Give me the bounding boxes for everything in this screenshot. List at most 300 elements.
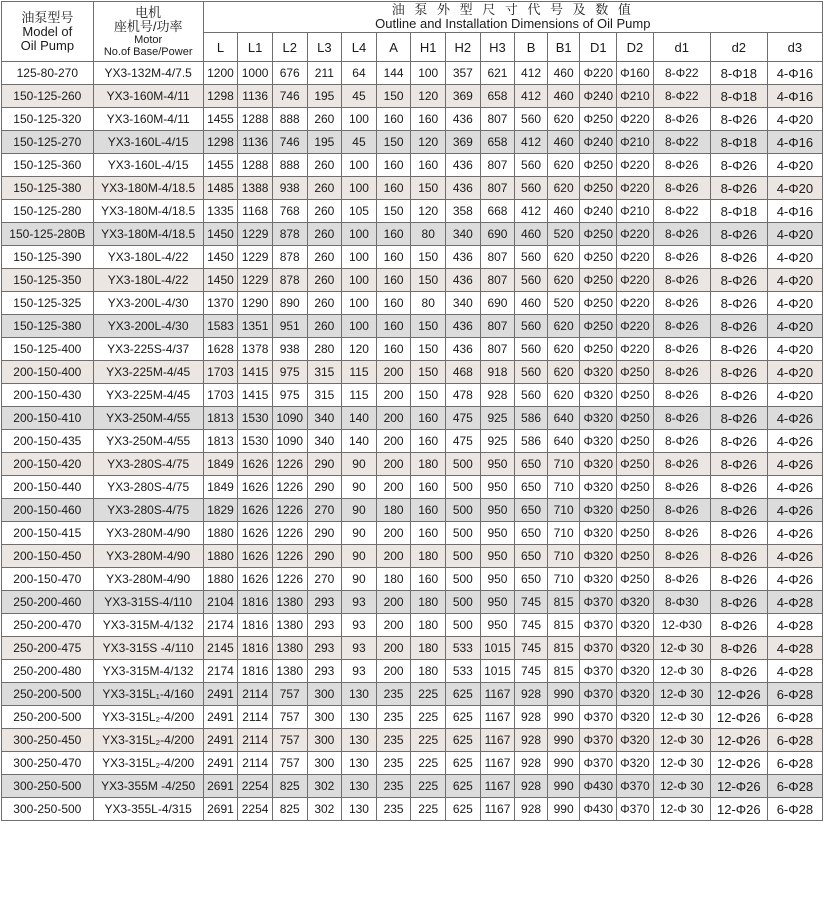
cell-b1: 815 bbox=[547, 660, 580, 683]
cell-model: 250-200-460 bbox=[2, 591, 94, 614]
pump-model-header-zh: 油泵型号 bbox=[21, 9, 74, 25]
cell-h1: 225 bbox=[411, 752, 446, 775]
cell-a: 200 bbox=[376, 660, 411, 683]
column-header-b1: B1 bbox=[547, 33, 580, 62]
cell-d1: 8-Φ26 bbox=[653, 246, 710, 269]
cell-a: 235 bbox=[376, 775, 411, 798]
cell-d2: 8-Φ18 bbox=[710, 62, 767, 85]
cell-d3: 4-Φ20 bbox=[767, 246, 822, 269]
cell-d1: 12-Φ 30 bbox=[653, 706, 710, 729]
cell-d1: Φ370 bbox=[580, 591, 617, 614]
cell-l3: 195 bbox=[307, 85, 342, 108]
cell-d3: 6-Φ28 bbox=[767, 706, 822, 729]
table-row bbox=[2, 85, 823, 108]
cell-d3: 6-Φ28 bbox=[767, 729, 822, 752]
column-header-h3: H3 bbox=[480, 33, 515, 62]
cell-h2: 625 bbox=[446, 798, 481, 821]
cell-l1: 1288 bbox=[238, 108, 273, 131]
cell-d2: Φ320 bbox=[617, 683, 654, 706]
cell-motor: YX3-355L-4/315 bbox=[93, 798, 203, 821]
cell-d3: 4-Φ28 bbox=[767, 591, 822, 614]
cell-d2: 8-Φ26 bbox=[710, 453, 767, 476]
cell-h3: 668 bbox=[480, 200, 515, 223]
cell-l1: 1388 bbox=[238, 177, 273, 200]
cell-h1: 180 bbox=[411, 545, 446, 568]
cell-d1: 8-Φ26 bbox=[653, 223, 710, 246]
cell-l: 1880 bbox=[203, 522, 238, 545]
cell-a: 200 bbox=[376, 430, 411, 453]
cell-model: 250-200-480 bbox=[2, 660, 94, 683]
cell-d2: Φ160 bbox=[617, 62, 654, 85]
cell-b1: 710 bbox=[547, 522, 580, 545]
cell-d2: Φ220 bbox=[617, 292, 654, 315]
cell-h1: 180 bbox=[411, 614, 446, 637]
cell-l: 1829 bbox=[203, 499, 238, 522]
cell-model: 250-200-500 bbox=[2, 706, 94, 729]
cell-h1: 120 bbox=[411, 131, 446, 154]
cell-motor: YX3-225M-4/45 bbox=[93, 361, 203, 384]
cell-b: 745 bbox=[515, 591, 548, 614]
cell-l: 1450 bbox=[203, 246, 238, 269]
cell-d1: Φ320 bbox=[580, 568, 617, 591]
cell-b1: 640 bbox=[547, 407, 580, 430]
cell-b1: 620 bbox=[547, 338, 580, 361]
cell-h1: 160 bbox=[411, 154, 446, 177]
cell-d2: 8-Φ26 bbox=[710, 637, 767, 660]
cell-d2: 12-Φ26 bbox=[710, 683, 767, 706]
cell-l1: 1626 bbox=[238, 453, 273, 476]
cell-d2: 12-Φ26 bbox=[710, 775, 767, 798]
cell-d2: Φ210 bbox=[617, 131, 654, 154]
cell-h3: 621 bbox=[480, 62, 515, 85]
cell-l1: 1415 bbox=[238, 361, 273, 384]
dimension-table bbox=[1, 1, 823, 821]
cell-l3: 290 bbox=[307, 522, 342, 545]
cell-h2: 500 bbox=[446, 476, 481, 499]
cell-motor: YX3-280M-4/90 bbox=[93, 568, 203, 591]
cell-d1: Φ250 bbox=[580, 108, 617, 131]
cell-l: 1335 bbox=[203, 200, 238, 223]
cell-d2: Φ220 bbox=[617, 269, 654, 292]
cell-h3: 1167 bbox=[480, 729, 515, 752]
cell-l3: 270 bbox=[307, 568, 342, 591]
table-row bbox=[2, 338, 823, 361]
table-row bbox=[2, 545, 823, 568]
cell-h3: 807 bbox=[480, 338, 515, 361]
cell-d2: Φ220 bbox=[617, 154, 654, 177]
cell-h1: 180 bbox=[411, 453, 446, 476]
cell-l3: 300 bbox=[307, 706, 342, 729]
cell-d2: Φ250 bbox=[617, 430, 654, 453]
cell-l3: 293 bbox=[307, 660, 342, 683]
cell-b: 650 bbox=[515, 499, 548, 522]
cell-l2: 676 bbox=[272, 62, 307, 85]
cell-d1: Φ320 bbox=[580, 384, 617, 407]
cell-d1: Φ320 bbox=[580, 476, 617, 499]
cell-l4: 93 bbox=[342, 660, 377, 683]
cell-d1: Φ370 bbox=[580, 706, 617, 729]
cell-d1: Φ250 bbox=[580, 177, 617, 200]
cell-h2: 340 bbox=[446, 223, 481, 246]
cell-d2: Φ220 bbox=[617, 177, 654, 200]
table-row bbox=[2, 591, 823, 614]
cell-l: 1628 bbox=[203, 338, 238, 361]
cell-h1: 160 bbox=[411, 108, 446, 131]
cell-b: 412 bbox=[515, 85, 548, 108]
cell-d1: Φ320 bbox=[580, 522, 617, 545]
cell-d1: Φ320 bbox=[580, 545, 617, 568]
cell-motor: YX3-315S-4/110 bbox=[93, 591, 203, 614]
cell-h1: 225 bbox=[411, 706, 446, 729]
cell-h3: 950 bbox=[480, 522, 515, 545]
cell-motor: YX3-180M-4/18.5 bbox=[93, 200, 203, 223]
cell-a: 160 bbox=[376, 154, 411, 177]
cell-d2: 8-Φ26 bbox=[710, 522, 767, 545]
cell-motor: YX3-180M-4/18.5 bbox=[93, 177, 203, 200]
cell-b: 928 bbox=[515, 683, 548, 706]
cell-model: 150-125-270 bbox=[2, 131, 94, 154]
dimensions-group-header-zh: 油 泵 外 型 尺 寸 代 号 及 数 值 bbox=[391, 2, 634, 17]
dimensions-group-header bbox=[203, 2, 822, 33]
cell-l4: 100 bbox=[342, 269, 377, 292]
table-row bbox=[2, 706, 823, 729]
cell-d3: 4-Φ20 bbox=[767, 384, 822, 407]
cell-d2: 12-Φ26 bbox=[710, 706, 767, 729]
cell-l2: 1380 bbox=[272, 637, 307, 660]
cell-l3: 260 bbox=[307, 246, 342, 269]
cell-l3: 315 bbox=[307, 361, 342, 384]
cell-l4: 90 bbox=[342, 453, 377, 476]
cell-d3: 4-Φ28 bbox=[767, 637, 822, 660]
cell-d3: 4-Φ16 bbox=[767, 131, 822, 154]
cell-l1: 1288 bbox=[238, 154, 273, 177]
cell-motor: YX3-315M-4/132 bbox=[93, 660, 203, 683]
cell-h2: 475 bbox=[446, 430, 481, 453]
cell-h2: 436 bbox=[446, 315, 481, 338]
cell-d3: 4-Φ28 bbox=[767, 614, 822, 637]
cell-l3: 260 bbox=[307, 154, 342, 177]
table-row bbox=[2, 614, 823, 637]
cell-h3: 950 bbox=[480, 476, 515, 499]
cell-l2: 878 bbox=[272, 269, 307, 292]
cell-d1: Φ250 bbox=[580, 338, 617, 361]
cell-d2: 8-Φ18 bbox=[710, 200, 767, 223]
cell-d3: 4-Φ16 bbox=[767, 62, 822, 85]
cell-h2: 436 bbox=[446, 338, 481, 361]
cell-l3: 302 bbox=[307, 775, 342, 798]
cell-a: 235 bbox=[376, 729, 411, 752]
cell-d2: 8-Φ26 bbox=[710, 591, 767, 614]
cell-l4: 45 bbox=[342, 85, 377, 108]
cell-l3: 300 bbox=[307, 729, 342, 752]
cell-l3: 315 bbox=[307, 384, 342, 407]
cell-l4: 105 bbox=[342, 200, 377, 223]
cell-l1: 1530 bbox=[238, 430, 273, 453]
cell-l3: 280 bbox=[307, 338, 342, 361]
cell-d2: 8-Φ26 bbox=[710, 246, 767, 269]
cell-l3: 260 bbox=[307, 223, 342, 246]
table-row bbox=[2, 269, 823, 292]
cell-d1: Φ320 bbox=[580, 499, 617, 522]
cell-d1: Φ430 bbox=[580, 798, 617, 821]
cell-b: 412 bbox=[515, 200, 548, 223]
cell-l2: 938 bbox=[272, 338, 307, 361]
cell-d3: 4-Φ20 bbox=[767, 269, 822, 292]
cell-b1: 460 bbox=[547, 62, 580, 85]
cell-l1: 1229 bbox=[238, 223, 273, 246]
cell-motor: YX3-180L-4/22 bbox=[93, 269, 203, 292]
cell-b: 560 bbox=[515, 315, 548, 338]
cell-d1: 8-Φ30 bbox=[653, 591, 710, 614]
cell-model: 150-125-350 bbox=[2, 269, 94, 292]
cell-motor: YX3-225M-4/45 bbox=[93, 384, 203, 407]
cell-l3: 270 bbox=[307, 499, 342, 522]
cell-l4: 100 bbox=[342, 223, 377, 246]
cell-l: 1880 bbox=[203, 545, 238, 568]
table-row bbox=[2, 361, 823, 384]
cell-h1: 180 bbox=[411, 591, 446, 614]
cell-h1: 160 bbox=[411, 430, 446, 453]
cell-b: 650 bbox=[515, 453, 548, 476]
cell-h3: 1015 bbox=[480, 637, 515, 660]
column-header-d1: D1 bbox=[580, 33, 617, 62]
table-row bbox=[2, 108, 823, 131]
cell-l1: 1136 bbox=[238, 131, 273, 154]
cell-l: 1298 bbox=[203, 85, 238, 108]
cell-model: 150-125-280 bbox=[2, 200, 94, 223]
motor-header-l2: 座机号/功率 bbox=[113, 18, 183, 34]
cell-model: 150-125-390 bbox=[2, 246, 94, 269]
cell-l2: 878 bbox=[272, 223, 307, 246]
cell-h1: 160 bbox=[411, 522, 446, 545]
cell-h1: 150 bbox=[411, 177, 446, 200]
cell-d2: 8-Φ18 bbox=[710, 131, 767, 154]
cell-h3: 950 bbox=[480, 591, 515, 614]
cell-l2: 1090 bbox=[272, 407, 307, 430]
cell-l1: 1168 bbox=[238, 200, 273, 223]
table-row bbox=[2, 775, 823, 798]
cell-d3: 4-Φ26 bbox=[767, 522, 822, 545]
cell-l1: 1816 bbox=[238, 660, 273, 683]
cell-b1: 520 bbox=[547, 292, 580, 315]
cell-d2: Φ370 bbox=[617, 775, 654, 798]
cell-d1: Φ320 bbox=[580, 430, 617, 453]
cell-motor: YX3-355M -4/250 bbox=[93, 775, 203, 798]
cell-h3: 1167 bbox=[480, 752, 515, 775]
cell-d1: 12-Φ 30 bbox=[653, 637, 710, 660]
cell-b: 560 bbox=[515, 246, 548, 269]
cell-l: 2491 bbox=[203, 683, 238, 706]
pump-model-header bbox=[2, 2, 94, 62]
cell-d1: 8-Φ26 bbox=[653, 407, 710, 430]
cell-h2: 468 bbox=[446, 361, 481, 384]
cell-l3: 293 bbox=[307, 591, 342, 614]
table-row bbox=[2, 62, 823, 85]
cell-d2: 8-Φ26 bbox=[710, 430, 767, 453]
cell-b: 650 bbox=[515, 522, 548, 545]
cell-d2: Φ220 bbox=[617, 315, 654, 338]
cell-b1: 460 bbox=[547, 200, 580, 223]
cell-l: 1849 bbox=[203, 476, 238, 499]
cell-b1: 990 bbox=[547, 683, 580, 706]
cell-l4: 90 bbox=[342, 568, 377, 591]
cell-b: 560 bbox=[515, 154, 548, 177]
cell-d1: 12-Φ 30 bbox=[653, 660, 710, 683]
cell-h2: 357 bbox=[446, 62, 481, 85]
cell-d2: Φ210 bbox=[617, 85, 654, 108]
cell-b1: 640 bbox=[547, 430, 580, 453]
cell-model: 300-250-500 bbox=[2, 798, 94, 821]
cell-l1: 1136 bbox=[238, 85, 273, 108]
cell-a: 235 bbox=[376, 752, 411, 775]
cell-l2: 1226 bbox=[272, 522, 307, 545]
cell-model: 200-150-420 bbox=[2, 453, 94, 476]
cell-l3: 290 bbox=[307, 476, 342, 499]
cell-a: 150 bbox=[376, 131, 411, 154]
cell-l3: 195 bbox=[307, 131, 342, 154]
cell-l4: 90 bbox=[342, 522, 377, 545]
cell-b: 460 bbox=[515, 292, 548, 315]
cell-model: 200-150-415 bbox=[2, 522, 94, 545]
cell-l2: 975 bbox=[272, 361, 307, 384]
cell-h1: 225 bbox=[411, 729, 446, 752]
cell-l2: 1090 bbox=[272, 430, 307, 453]
cell-d1: Φ320 bbox=[580, 407, 617, 430]
cell-h2: 436 bbox=[446, 246, 481, 269]
motor-header bbox=[93, 2, 203, 62]
cell-b: 928 bbox=[515, 798, 548, 821]
cell-l: 2174 bbox=[203, 614, 238, 637]
cell-d2: Φ220 bbox=[617, 338, 654, 361]
cell-d2: 8-Φ26 bbox=[710, 223, 767, 246]
cell-a: 160 bbox=[376, 177, 411, 200]
cell-d1: 8-Φ22 bbox=[653, 62, 710, 85]
cell-motor: YX3-180L-4/22 bbox=[93, 246, 203, 269]
cell-b1: 620 bbox=[547, 154, 580, 177]
pump-model-header-en1: Model of bbox=[22, 23, 73, 39]
table-row bbox=[2, 752, 823, 775]
cell-l4: 90 bbox=[342, 545, 377, 568]
cell-h3: 1167 bbox=[480, 683, 515, 706]
cell-a: 200 bbox=[376, 384, 411, 407]
cell-model: 250-200-500 bbox=[2, 683, 94, 706]
cell-l: 1813 bbox=[203, 430, 238, 453]
cell-l4: 100 bbox=[342, 292, 377, 315]
cell-b1: 990 bbox=[547, 798, 580, 821]
cell-d3: 4-Φ20 bbox=[767, 361, 822, 384]
cell-h3: 1167 bbox=[480, 798, 515, 821]
cell-d3: 4-Φ26 bbox=[767, 568, 822, 591]
cell-h1: 160 bbox=[411, 499, 446, 522]
column-header-l2: L2 bbox=[272, 33, 307, 62]
cell-l1: 2254 bbox=[238, 798, 273, 821]
cell-motor: YX3-315M-4/132 bbox=[93, 614, 203, 637]
cell-l3: 302 bbox=[307, 798, 342, 821]
cell-l1: 1816 bbox=[238, 591, 273, 614]
cell-h2: 500 bbox=[446, 614, 481, 637]
cell-l1: 1229 bbox=[238, 269, 273, 292]
motor-header-l3: Motor bbox=[134, 33, 163, 46]
cell-d2: 8-Φ26 bbox=[710, 476, 767, 499]
cell-d2: Φ250 bbox=[617, 545, 654, 568]
cell-motor: YX3-280M-4/90 bbox=[93, 545, 203, 568]
cell-l3: 340 bbox=[307, 407, 342, 430]
cell-l4: 130 bbox=[342, 798, 377, 821]
cell-model: 300-250-470 bbox=[2, 752, 94, 775]
cell-model: 150-125-280B bbox=[2, 223, 94, 246]
cell-b1: 620 bbox=[547, 177, 580, 200]
cell-model: 250-200-475 bbox=[2, 637, 94, 660]
column-header-h2: H2 bbox=[446, 33, 481, 62]
cell-d3: 6-Φ28 bbox=[767, 775, 822, 798]
cell-h3: 807 bbox=[480, 246, 515, 269]
cell-d2: Φ320 bbox=[617, 591, 654, 614]
cell-d3: 4-Φ20 bbox=[767, 108, 822, 131]
cell-l: 1298 bbox=[203, 131, 238, 154]
column-header-d1: d1 bbox=[653, 33, 710, 62]
cell-d1: 8-Φ26 bbox=[653, 154, 710, 177]
cell-l2: 951 bbox=[272, 315, 307, 338]
cell-l1: 1626 bbox=[238, 522, 273, 545]
cell-h3: 807 bbox=[480, 108, 515, 131]
cell-l2: 746 bbox=[272, 131, 307, 154]
table-row bbox=[2, 154, 823, 177]
cell-l: 2691 bbox=[203, 798, 238, 821]
cell-h2: 625 bbox=[446, 706, 481, 729]
cell-motor: YX3-315L₂-4/200 bbox=[93, 729, 203, 752]
cell-b: 745 bbox=[515, 660, 548, 683]
cell-d1: 12-Φ 30 bbox=[653, 729, 710, 752]
cell-h1: 120 bbox=[411, 200, 446, 223]
cell-h1: 150 bbox=[411, 315, 446, 338]
cell-motor: YX3-225S-4/37 bbox=[93, 338, 203, 361]
cell-l4: 130 bbox=[342, 683, 377, 706]
cell-l: 1450 bbox=[203, 223, 238, 246]
cell-l2: 825 bbox=[272, 798, 307, 821]
cell-a: 235 bbox=[376, 706, 411, 729]
cell-b: 560 bbox=[515, 384, 548, 407]
cell-b1: 710 bbox=[547, 476, 580, 499]
cell-l: 1813 bbox=[203, 407, 238, 430]
cell-a: 150 bbox=[376, 200, 411, 223]
cell-b: 928 bbox=[515, 729, 548, 752]
cell-d3: 4-Φ20 bbox=[767, 315, 822, 338]
cell-b1: 710 bbox=[547, 499, 580, 522]
cell-l2: 757 bbox=[272, 683, 307, 706]
cell-l4: 130 bbox=[342, 706, 377, 729]
cell-a: 200 bbox=[376, 361, 411, 384]
cell-d1: Φ370 bbox=[580, 729, 617, 752]
cell-h3: 918 bbox=[480, 361, 515, 384]
cell-l2: 768 bbox=[272, 200, 307, 223]
cell-l1: 1000 bbox=[238, 62, 273, 85]
cell-model: 200-150-430 bbox=[2, 384, 94, 407]
cell-model: 150-125-380 bbox=[2, 315, 94, 338]
cell-l2: 938 bbox=[272, 177, 307, 200]
table-row bbox=[2, 522, 823, 545]
cell-model: 200-150-470 bbox=[2, 568, 94, 591]
cell-b1: 520 bbox=[547, 223, 580, 246]
column-header-a: A bbox=[376, 33, 411, 62]
cell-d1: 8-Φ26 bbox=[653, 430, 710, 453]
cell-h3: 925 bbox=[480, 407, 515, 430]
cell-motor: YX3-280S-4/75 bbox=[93, 453, 203, 476]
cell-motor: YX3-315L₂-4/200 bbox=[93, 706, 203, 729]
cell-a: 200 bbox=[376, 453, 411, 476]
cell-h2: 475 bbox=[446, 407, 481, 430]
cell-l2: 1226 bbox=[272, 499, 307, 522]
cell-b1: 460 bbox=[547, 131, 580, 154]
